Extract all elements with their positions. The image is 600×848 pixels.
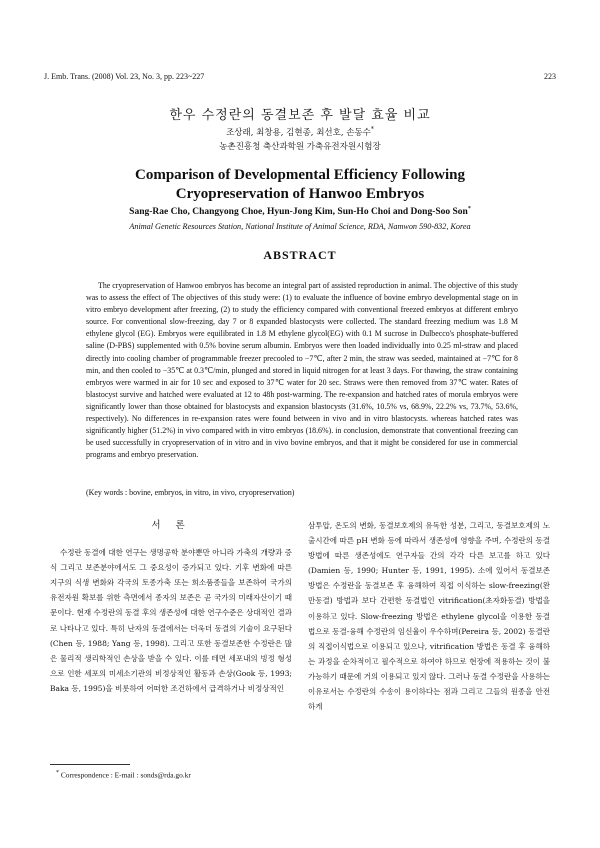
korean-author-mark: * — [370, 126, 374, 134]
corresponding-author-mark: * — [467, 206, 471, 212]
korean-title: 한우 수정란의 동결보존 후 발달 효율 비교 — [169, 108, 431, 123]
left-column — [50, 517, 292, 696]
abstract-heading: ABSTRACT — [263, 248, 337, 262]
footnote-text: Correspondence : E-mail : sonds@rda.go.kr — [60, 770, 191, 780]
page-number: 223 — [544, 72, 556, 81]
footnote-rule — [50, 764, 130, 765]
korean-affiliation: 농촌진흥청 축산과학원 가축유전자원시험장 — [219, 142, 381, 152]
right-column — [308, 518, 550, 714]
right-column-text: 삼투압, 온도의 변화, 동결보호제의 유독한 성분, 그리고, 동결보호제의 노출시간에 따른 pH 변화 등에 따라서 생존성에 영향을 주며, 수정란의 동결 방법에 따른 생존성에도 연구자들 간의 각각 다른 보고를 하고 있다(Damien 등, 1990; Hunter 등, 1991, 1995). 소에 있어서 동결보존 방법은 수정란을 동결보존 후 융해하여 직접 이식하는 slow-freezing(완만동결) 방법과 보다 간편한 동결법인 vitrification(초자화동결) 방법을 이용하고 있다. Slow-freezing 방법은 ethylene glycol을 이용한 동결법으로 동결-융해 수정란의 임신율이 우수하며(Pereira 등, 2002) 동결란의 직접이식법으로 이용되고 있으나, vitrification 방법은 동결 후 융해하는 과정을 순차적이고 필수적으로 하여야 하므로 현장에 적용하는 것이 불가능하기 때문에 거의 이용되고 있지 않다. 그러나 동결 수정란을 사용하는 이유로서는 수정란의 수송이 용이하다는 점과 그리고 그들의 원종을 안전하게 — [308, 521, 550, 712]
running-header — [44, 72, 556, 81]
abstract-text: The cryopreservation of Hanwoo embryos has become an integral part of assisted reproduction in animal. The objective of this study was to assess the effect of The objectives of this study were: (1) to evaluate the influence of bovine embryo developmental stage on in vitro embryo development after freezing, (2) to study the efficiency compared with conventional freezed embryos at different embryo source. For conventional slow-freezing, day 7 or 8 expanded blastocysts were collected. The standard freezing medium was 1.8 M ethylene glycol (EG). Embryos were equilibrated in 1.8 M ethylene glycol(EG) with 0.1 M sucrose in Dulbecco's phosphate-buffered saline (D-PBS) supplemented with 0.5% bovine serum albumin. Embryos were then loaded individually into 0.25 ml-straw and placed directly into cooling chamber of programmable freezer precooled to −7℃, after 2 min, the straw was seeded, maintained at −7℃ for 8 min, and then cooled to −35℃ at 0.3℃/min, plunged and stored in liquid nitrogen for at least 3 days. For thawing, the straw containing embryos were warmed in air for 10 sec and exposed to 37℃ water for 20 sec. Straws were then removed from 37℃ water. Rates of blastocyst survive and hatched were evaluated at 12 to 48h post-warming. The re-expansion and hatched rates of morula embryos were significantly lower than those obtained for blastocysts and expansion blastocysts (31.6%, 10.5% vs, 68.9%, 22.2% vs, 73.7%, 53.6%, respectively). No differences in re-expansion rates were found between in vivo and in vitro blastocysts. whereas hatched rates was significantly higher (51.2%) in vivo compared with in vitro embryos (18.6%). in conclusion, demonstrate that conventional freezing can be used successfully in cryopreservation of in vitro and in vivo bovine embryos, and that it might be considered for use in commercial programs and embryo preservation. — [86, 281, 518, 460]
left-column-text: 수정란 동결에 대한 연구는 생명공학 분야뿐만 아니라 가축의 개량과 증식 그리고 보존분야에서도 그 중요성이 증가되고 있다. 기후 변화에 따른 지구의 식생 변화와 각국의 토종가축 또는 희소품종들을 보존하여 국가의 유전자원 확보를 위한 측면에서 종자의 보존은 곧 국가의 미래자산이기 때문이다. 현재 수정란의 동결 후의 생존성에 대한 연구수준은 상대적인 결과로 나타나고 있다. 특히 난자의 동결에서는 더욱더 동결의 기술이 요구된다(Chen 등, 1988; Yang 등, 1998). 그리고 또한 동결보존한 수정란은 많은 물리적 생리학적인 손상을 받을 수 있다. 이를 테면 세포내의 빙정 형성으로 인한 세포의 미세소기관의 비정상적인 활동과 손상(Gook 등, 1993; Baka 등, 1995)을 비롯하여 어떠한 조건하에서 급격하거나 비정상적인 — [50, 548, 292, 693]
journal-citation: J. Emb. Trans. (2008) Vol. 23, No. 3, pp. 223~227 — [44, 72, 205, 81]
korean-author-names: 조상래, 최창용, 김현종, 최선호, 손동수 — [226, 128, 371, 138]
footnote-mark: * — [56, 770, 59, 776]
paper-title — [0, 166, 600, 204]
affiliation: Animal Genetic Resources Station, National Institute of Animal Science, RDA, Namwon 590-832, Korea — [129, 222, 471, 231]
footnote — [56, 770, 191, 779]
author-list — [0, 206, 600, 217]
paper-title-line-2: Cryopreservation of Hanwoo Embryos — [175, 186, 425, 202]
author-names: Sang-Rae Cho, Changyong Choe, Hyun-Jong Kim, Sun-Ho Choi and Dong-Soo Son — [129, 207, 468, 218]
keywords: (Key words : bovine, embryos, in vitro, in vivo, cryopreservation) — [86, 488, 295, 497]
section-heading-introduction: 서 론 — [151, 520, 191, 531]
paper-title-line-1: Comparison of Developmental Efficiency Following — [135, 167, 465, 183]
korean-authors — [0, 126, 600, 138]
